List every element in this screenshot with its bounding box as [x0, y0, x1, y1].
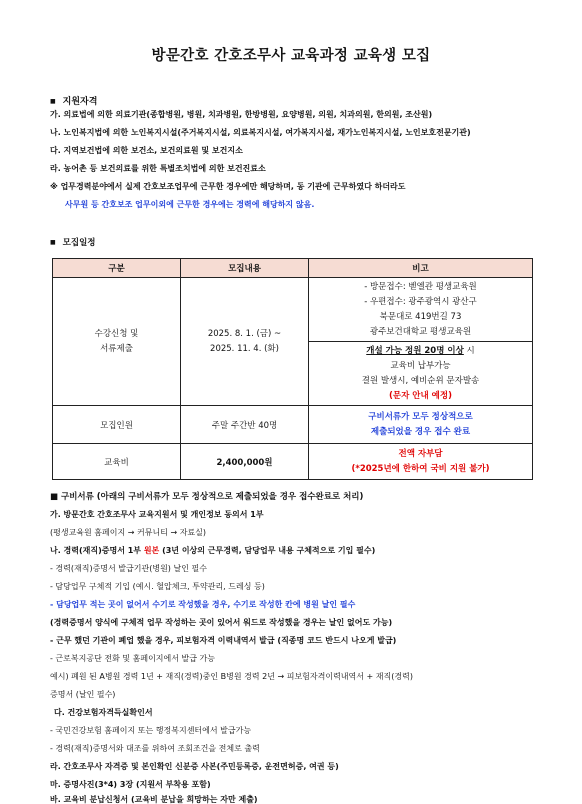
documents-item-na: 나. 경력(재직)증명서 1부 원본 (3년 이상의 근무경력, 담당업무 내용 구체적으로 기입 필수)	[50, 546, 376, 555]
cell-fee-amount: 2,400,000원	[181, 444, 309, 480]
column-header-content: 모집내용	[181, 259, 309, 278]
cell-fee-label: 교육비	[53, 444, 181, 480]
documents-item-ma: 마. 증명사진(3*4) 3장 (지원서 부착용 포함)	[50, 780, 211, 789]
schedule-heading: ■ 모집일정	[50, 238, 96, 248]
qualification-note: ※ 업무경력분야에서 실제 간호보조업무에 근무한 경우에만 해당하며, 동 기관에 근무하였다 하더라도	[50, 182, 406, 191]
cell-application-label: 수강신청 및 서류제출	[53, 278, 181, 406]
cell-submission-method: - 방문접수: 벧엘관 평생교육원 - 우편접수: 광주광역시 광산구 북문대로 419번길 73 광주보건대학교 평생교육원	[309, 278, 533, 342]
column-header-category: 구분	[53, 259, 181, 278]
documents-item-da-line: - 경력(재직)증명서와 대조를 위하여 조회조건을 전체로 출력	[50, 744, 260, 753]
qualification-line-na: 나. 노인복지법에 의한 노인복지시설(주거복지시설, 의료복지시설, 여가복지시설, 재가노인복지시설, 노인보호전문기관)	[50, 128, 471, 137]
documents-item-da: 다. 건강보험자격득실확인서	[54, 708, 153, 717]
documents-item-na-line: - 담당업무 구체적 기입 (예시. 혈압체크, 투약관리, 드레싱 등)	[50, 582, 265, 591]
cell-recruit-label: 모집인원	[53, 406, 181, 444]
page-title: 방문간호 간호조무사 교육과정 교육생 모집	[151, 48, 431, 64]
documents-item-na-line: 예시) 폐원 된 A병원 경력 1년 + 재직(경력)중인 B병원 경력 2년 → 피보험자격이력내역서 + 재직(경력)	[50, 672, 413, 681]
cell-capacity-note: 개설 가능 정원 20명 이상 시 교육비 납부가능 결원 발생시, 예비순위 문자발송 (문자 안내 예정)	[309, 342, 533, 406]
documents-item-ra: 라. 간호조무사 자격증 및 본인확인 신분증 사본(주민등록증, 운전면허증, 여권 등)	[50, 762, 339, 771]
qualification-line-ga: 가. 의료법에 의한 의료기관(종합병원, 병원, 치과병원, 한방병원, 요양병원, 의원, 치과의원, 한의원, 조산원)	[50, 110, 433, 119]
bullet-icon: ■	[50, 98, 56, 105]
documents-item-da-line: - 국민건강보험 홈페이지 또는 행정복지센터에서 발급가능	[50, 726, 252, 735]
table-row	[53, 406, 533, 444]
documents-item-na-line: - 경력(재직)증명서 발급기관(병원) 날인 필수	[50, 564, 207, 573]
cell-application-period: 2025. 8. 1. (금) ~ 2025. 11. 4. (화)	[181, 278, 309, 406]
documents-item-ga-sub: (평생교육원 홈페이지 → 커뮤니티 → 자료실)	[50, 528, 207, 537]
documents-heading: ■ 구비서류 (아래의 구비서류가 모두 정상적으로 제출되었을 경우 접수완료로 처리)	[50, 492, 364, 502]
bullet-icon: ■	[50, 239, 56, 246]
table-row	[53, 278, 533, 342]
documents-item-na-line: 증명서 (날인 필수)	[50, 690, 116, 699]
documents-item-na-line: (경력증명서 양식에 구체적 업무 작성하는 곳이 있어서 워드로 작성했을 경우는 날인 없어도 가능)	[50, 618, 393, 627]
documents-item-ga: 가. 방문간호 간호조무사 교육지원서 및 개인정보 동의서 1부	[50, 510, 264, 519]
qualification-note-emphasis: 사무원 등 간호보조 업무이외에 근무한 경우에는 경력에 해당하지 않음.	[65, 200, 315, 209]
qualification-line-da: 다. 지역보건법에 의한 보건소, 보건의료원 및 보건지소	[50, 146, 243, 155]
documents-item-ba: 바. 교육비 분납신청서 (교육비 분납을 희망하는 자만 제출)	[50, 795, 258, 804]
table-row	[53, 444, 533, 480]
documents-item-na-line: - 근무 했던 기관이 폐업 했을 경우, 피보험자격 이력내역서 발급 (직종명 코드 반드시 나오게 발급)	[50, 636, 397, 645]
cell-recruit-count: 주말 주간반 40명	[181, 406, 309, 444]
schedule-table	[52, 258, 533, 480]
cell-fee-note: 전액 자부담 (*2025년에 한하여 국비 지원 불가)	[309, 444, 533, 480]
qualification-heading: ■ 지원자격	[50, 97, 98, 107]
schedule-header-row	[53, 259, 533, 278]
column-header-note: 비고	[309, 259, 533, 278]
documents-item-na-emphasis: - 담당업무 적는 곳이 없어서 수기로 작성했을 경우, 수기로 작성한 칸에 병원 날인 필수	[50, 600, 356, 609]
documents-item-na-line: - 근로복지공단 전화 및 홈페이지에서 발급 가능	[50, 654, 215, 663]
cell-recruit-note: 구비서류가 모두 정상적으로 제출되었을 경우 접수 완료	[309, 406, 533, 444]
qualification-line-ra: 라. 농어촌 등 보건의료를 위한 특별조치법에 의한 보건진료소	[50, 164, 266, 173]
